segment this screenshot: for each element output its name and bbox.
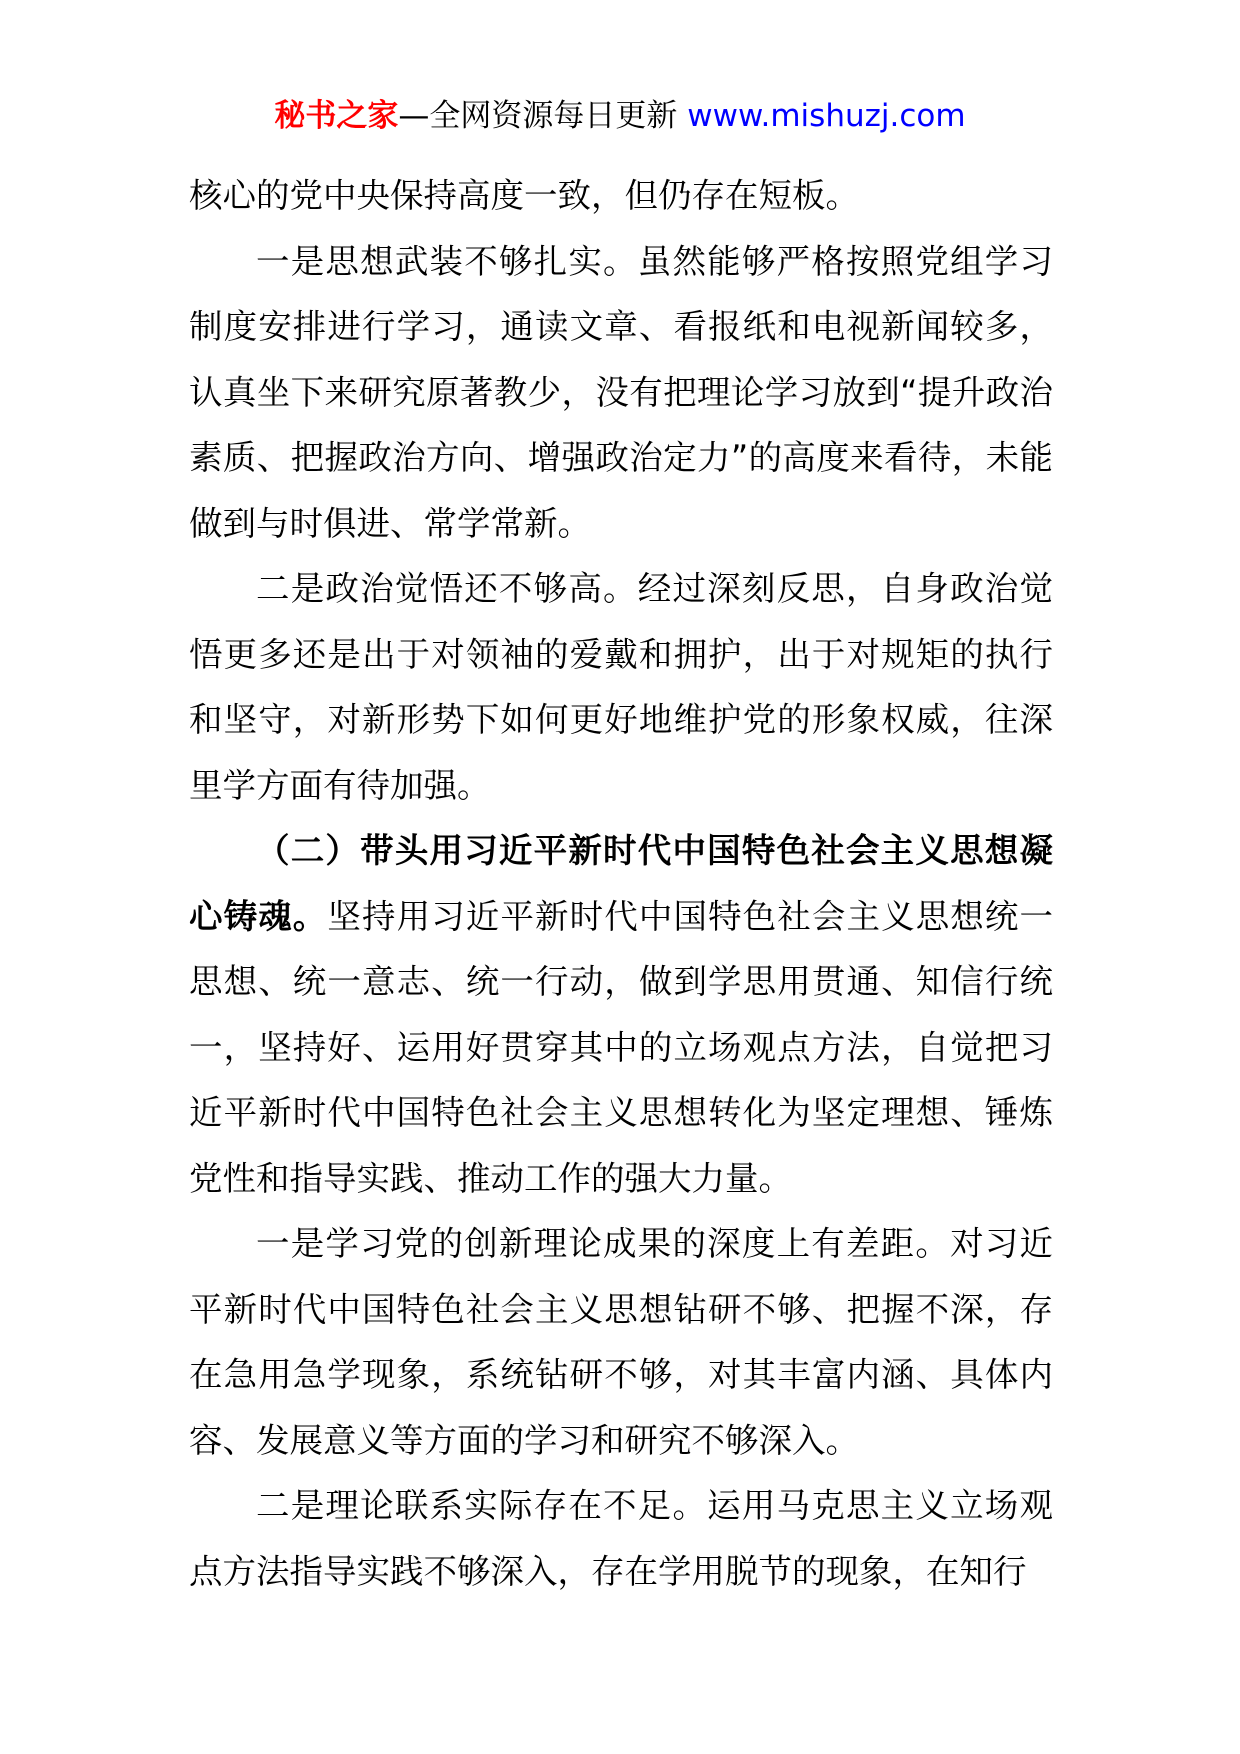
paragraph-1: 核心的党中央保持高度一致，但仍存在短板。 bbox=[189, 176, 859, 215]
site-brand: 秘书之家 bbox=[274, 98, 399, 134]
section-text: 坚持用习近平新时代中国特色社会主义思想统一思想、统一意志、统一行动，做到学思用贯通、知信行统一，坚持好、运用好贯穿其中的立场观点方法，自觉把习近平新时代中国特色社会主义思想转化为坚定理想、锤炼党性和指导实践、推动工作的强大力量。 bbox=[189, 896, 1054, 1198]
paragraph-4 bbox=[189, 818, 1053, 1211]
site-url-link[interactable]: www.mishuzj.com bbox=[687, 98, 966, 134]
site-header bbox=[0, 96, 1240, 136]
paragraph-6: 二是理论联系实际存在不足。运用马克思主义立场观点方法指导实践不够深入，存在学用脱节的现象，在知行 bbox=[189, 1486, 1053, 1591]
site-tagline: —全网资源每日更新 bbox=[398, 98, 688, 134]
document-body bbox=[189, 163, 1053, 1604]
paragraph-2: 一是思想武装不够扎实。虽然能够严格按照党组学习制度安排进行学习，通读文章、看报纸和电视新闻较多，认真坐下来研究原著教少，没有把理论学习放到“提升政治素质、把握政治方向、增强政治定力”的高度来看待，未能做到与时俱进、常学常新。 bbox=[189, 241, 1053, 543]
paragraph-5: 一是学习党的创新理论成果的深度上有差距。对习近平新时代中国特色社会主义思想钻研不够、把握不深，存在急用急学现象，系统钻研不够，对其丰富内涵、具体内容、发展意义等方面的学习和研究不够深入。 bbox=[189, 1224, 1053, 1460]
paragraph-3: 二是政治觉悟还不够高。经过深刻反思，自身政治觉悟更多还是出于对领袖的爱戴和拥护，出于对规矩的执行和坚守，对新形势下如何更好地维护党的形象权威，往深里学方面有待加强。 bbox=[189, 569, 1053, 805]
section-heading: （二）带头用习近平新时代中国特色社会主义思想凝心铸魂。 bbox=[189, 831, 1053, 936]
